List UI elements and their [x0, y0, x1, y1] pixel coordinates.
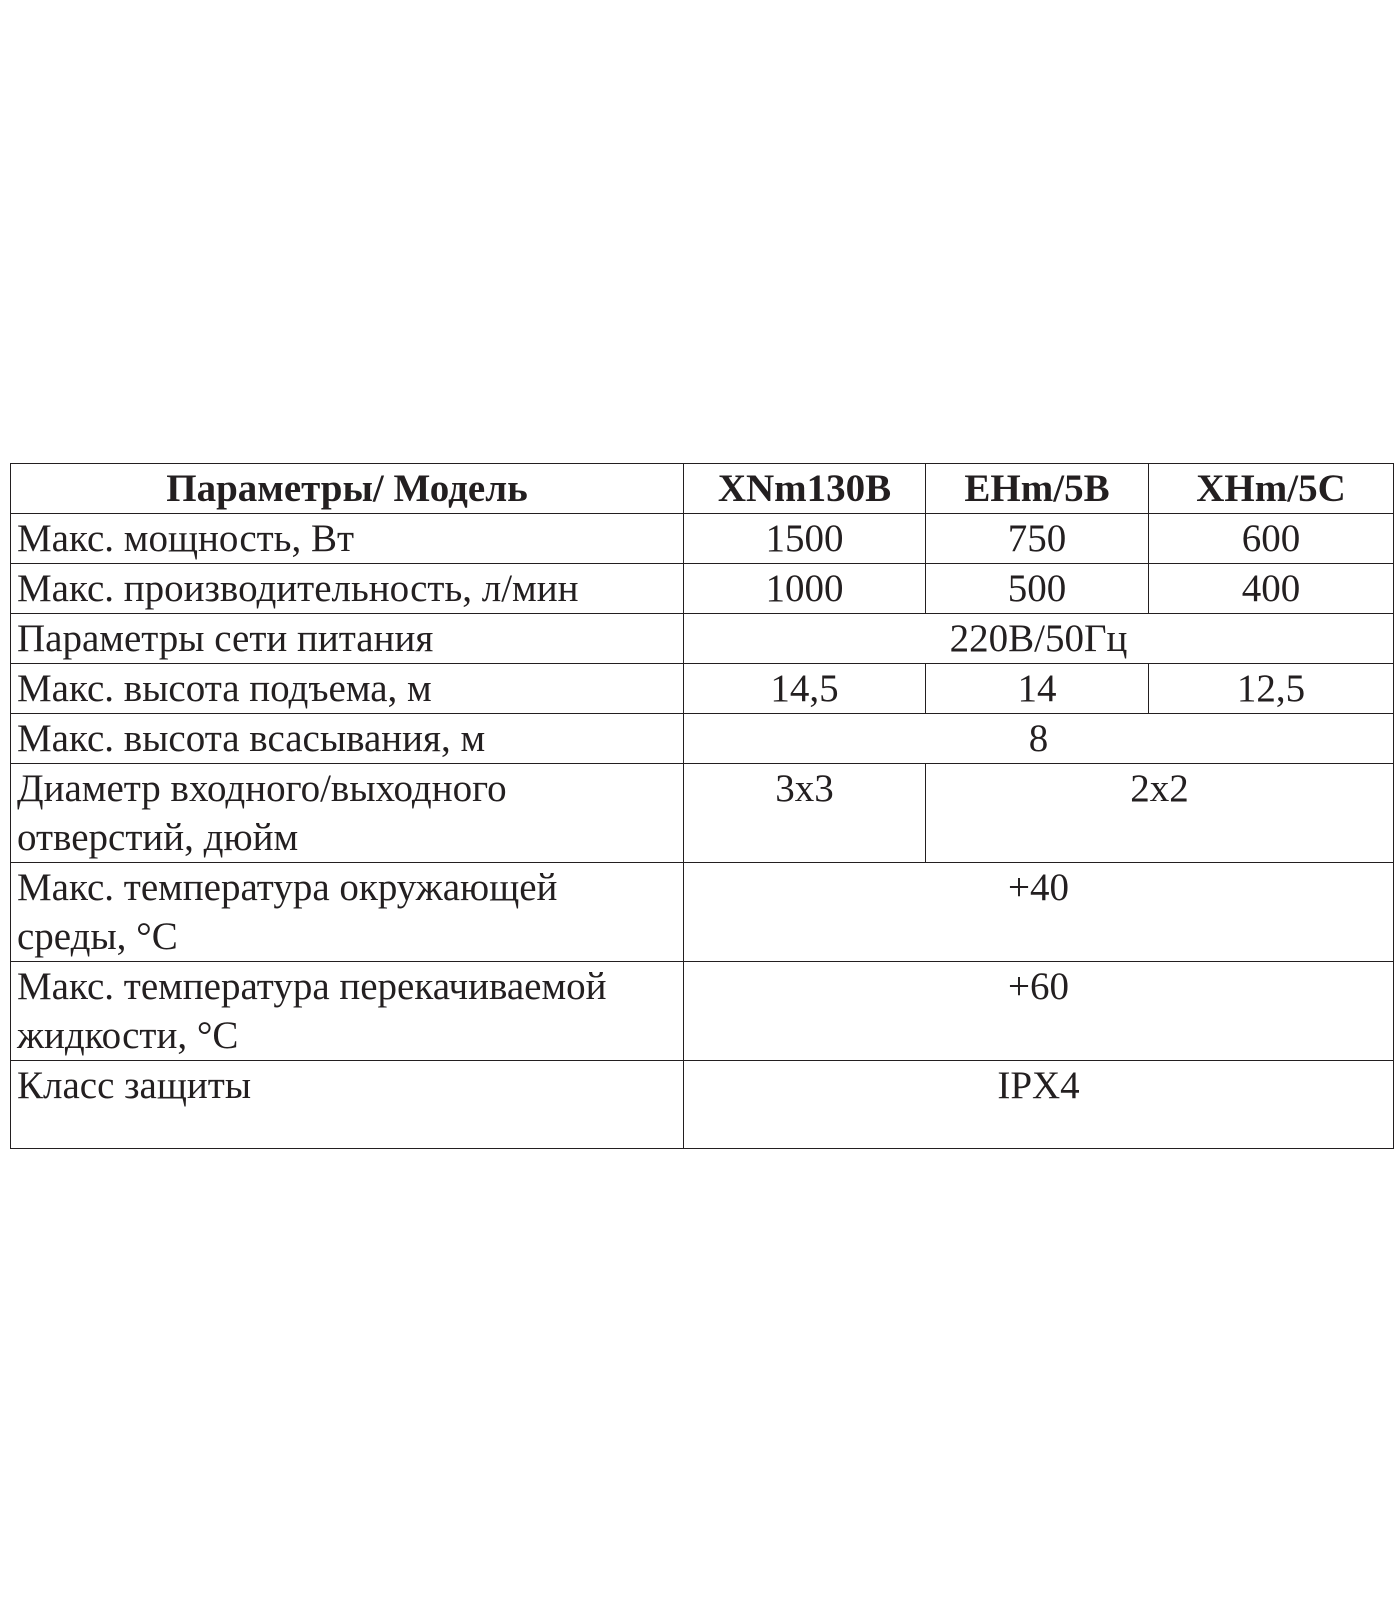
cell-value: 500 [926, 564, 1149, 614]
cell-value: 14,5 [684, 664, 926, 714]
table-row [11, 764, 1394, 863]
cell-value: 1000 [684, 564, 926, 614]
table-row [11, 514, 1394, 564]
row-label: Макс. высота всасывания, м [11, 714, 684, 764]
table-row [11, 564, 1394, 614]
cell-value: 12,5 [1149, 664, 1394, 714]
cell-value: 14 [926, 664, 1149, 714]
cell-value: 400 [1149, 564, 1394, 614]
table-row [11, 1061, 1394, 1149]
row-label: Макс. производительность, л/мин [11, 564, 684, 614]
table-row [11, 962, 1394, 1061]
specifications-table [10, 463, 1394, 1149]
row-label-line: Макс. температура перекачиваемой [17, 965, 607, 1008]
header-model-3: XHm/5C [1149, 464, 1394, 514]
header-parameters: Параметры/ Модель [11, 464, 684, 514]
row-label [11, 863, 684, 962]
cell-value: 2x2 [926, 764, 1394, 863]
table-header-row [11, 464, 1394, 514]
table-row [11, 863, 1394, 962]
row-label: Макс. мощность, Вт [11, 514, 684, 564]
table-row [11, 614, 1394, 664]
row-label-line: жидкости, °С [17, 1014, 239, 1057]
cell-value: 8 [684, 714, 1394, 764]
cell-value: IPX4 [684, 1061, 1394, 1149]
cell-value: +60 [684, 962, 1394, 1061]
header-model-1: XNm130B [684, 464, 926, 514]
cell-value: 3x3 [684, 764, 926, 863]
row-label [11, 764, 684, 863]
row-label-line: Макс. температура окружающей [17, 866, 558, 909]
table-row [11, 714, 1394, 764]
cell-value: 600 [1149, 514, 1394, 564]
table-row [11, 664, 1394, 714]
row-label [11, 962, 684, 1061]
row-label: Класс защиты [11, 1061, 684, 1149]
cell-value: 220В/50Гц [684, 614, 1394, 664]
row-label-line: Диаметр входного/выходного [17, 767, 507, 810]
row-label: Параметры сети питания [11, 614, 684, 664]
row-label-line: среды, °С [17, 915, 178, 958]
row-label: Макс. высота подъема, м [11, 664, 684, 714]
header-model-2: EHm/5B [926, 464, 1149, 514]
cell-value: 750 [926, 514, 1149, 564]
cell-value: +40 [684, 863, 1394, 962]
row-label-line: отверстий, дюйм [17, 816, 299, 859]
cell-value: 1500 [684, 514, 926, 564]
